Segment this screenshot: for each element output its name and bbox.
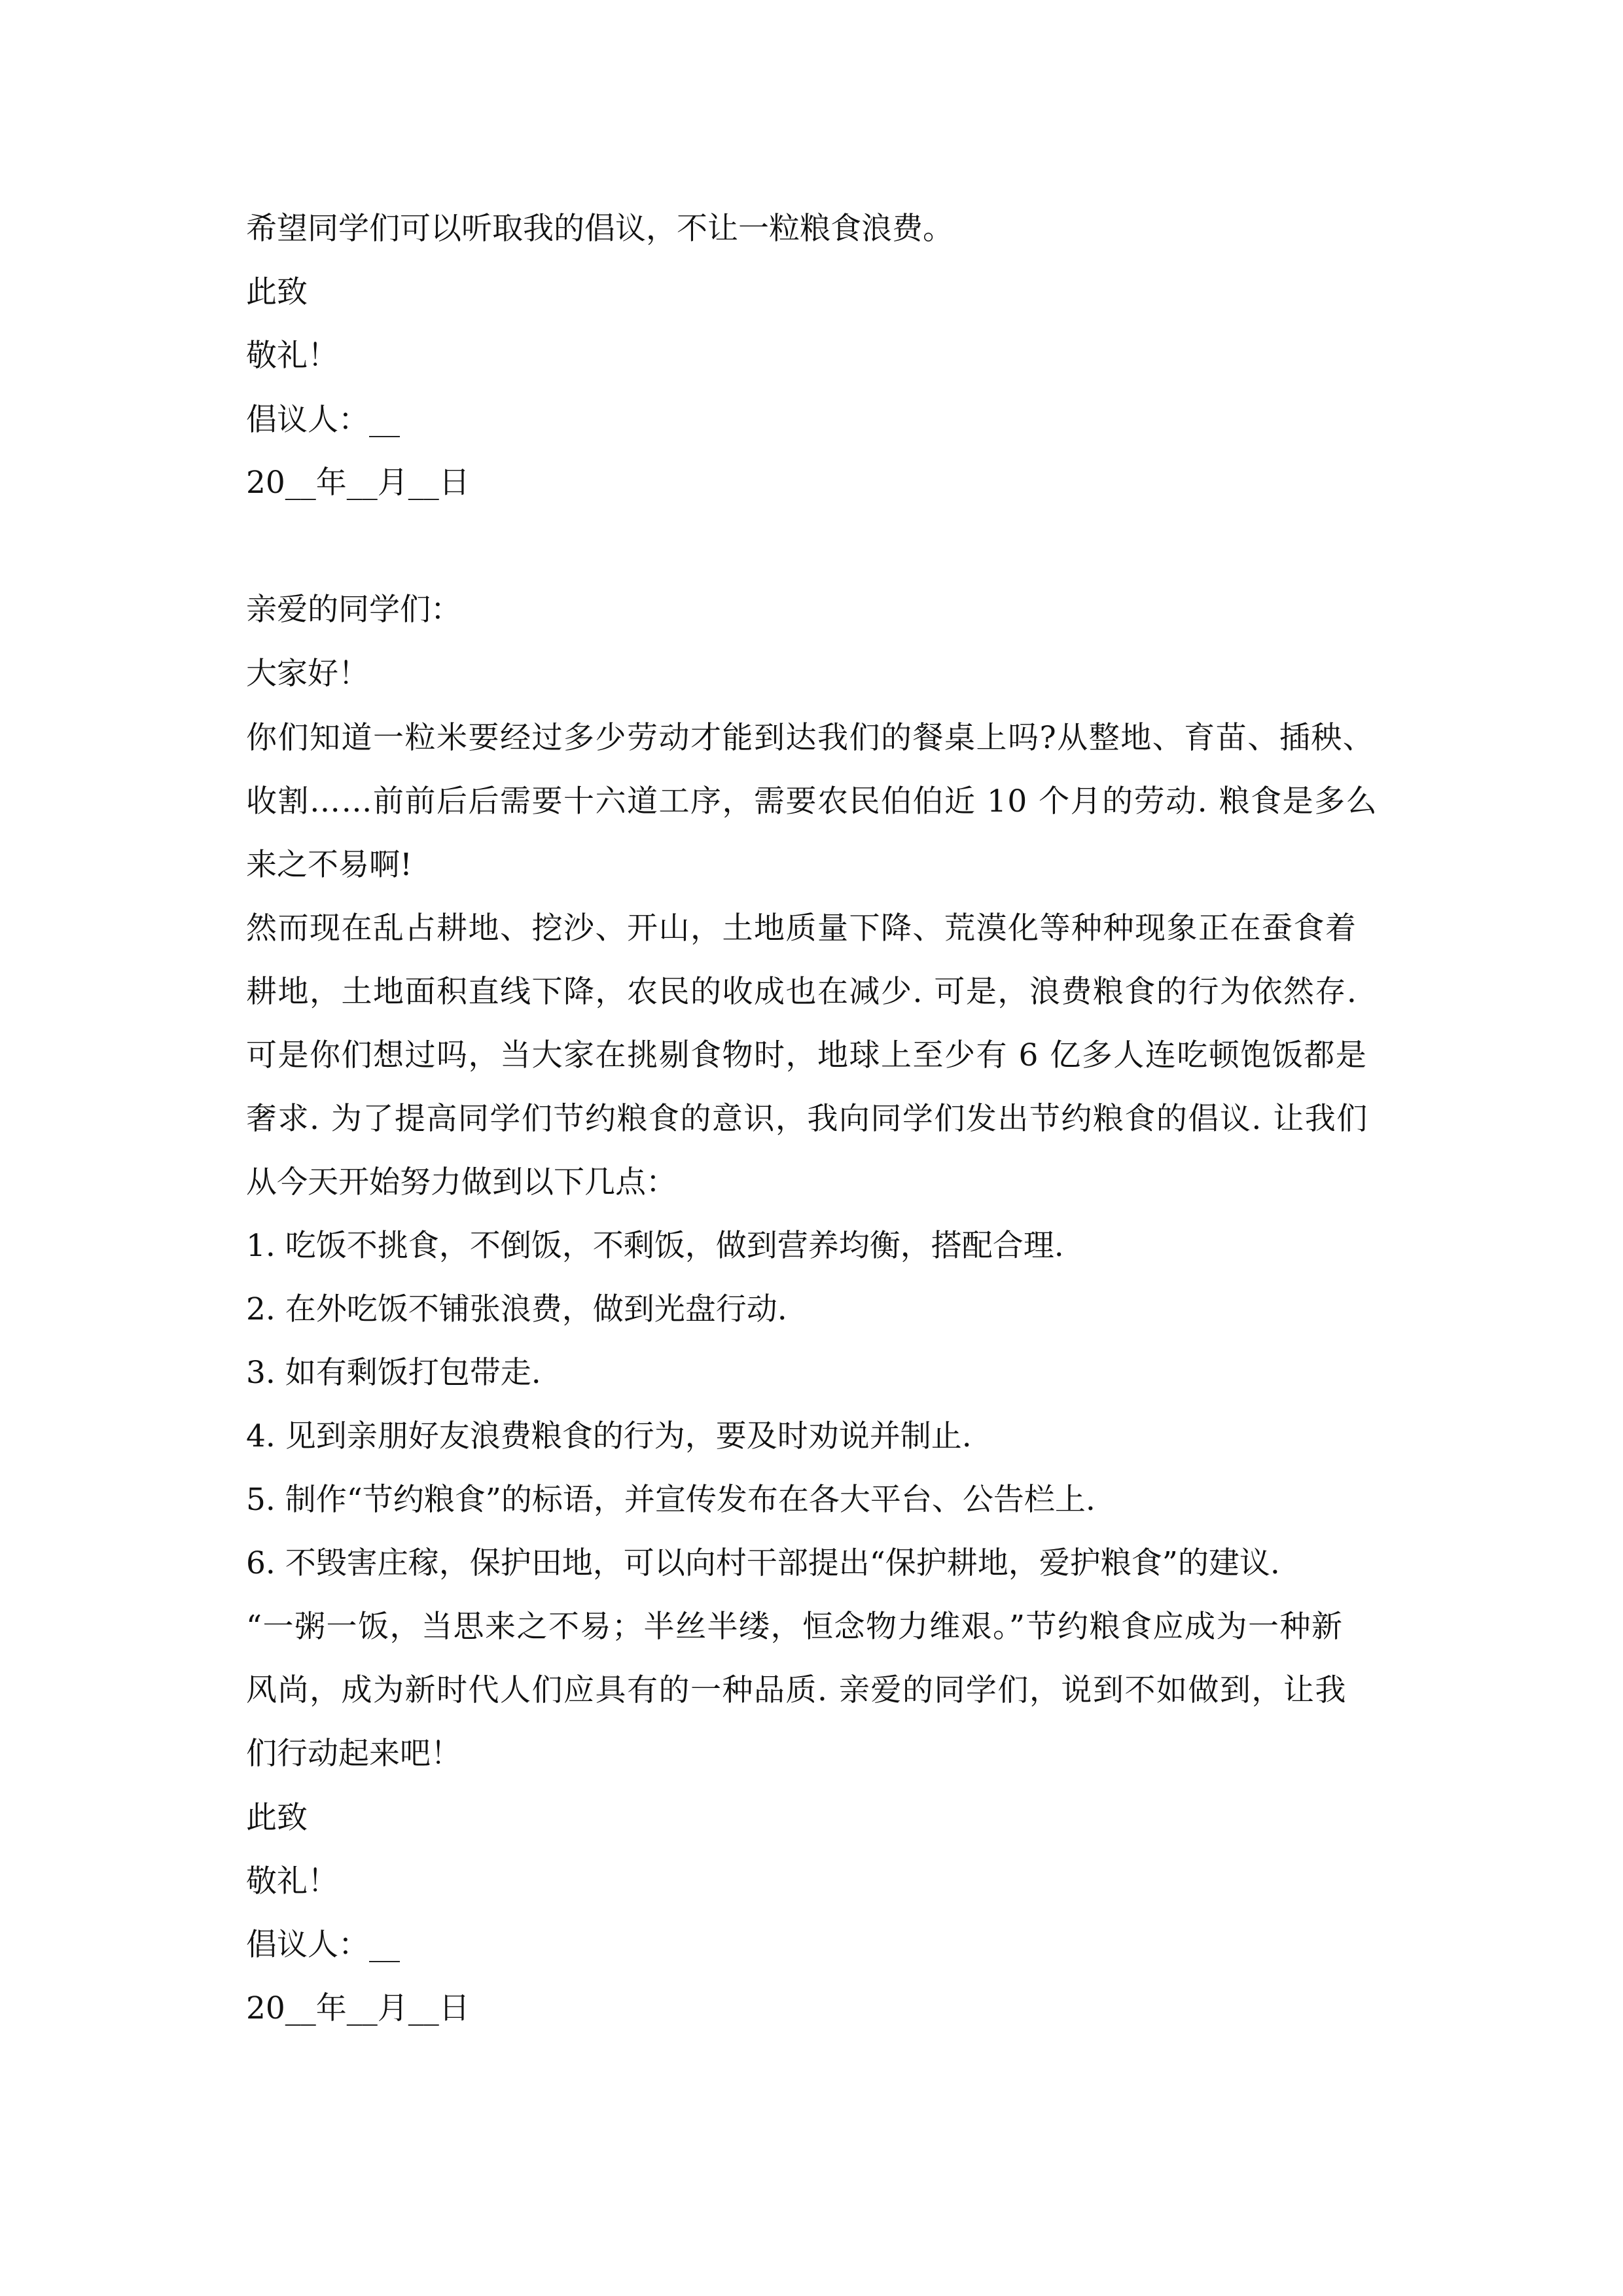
paragraph-line: 风尚，成为新时代人们应具有的一种品质. 亲爱的同学们，说到不如做到，让我: [246, 1672, 1347, 1708]
greeting: 亲爱的同学们：: [246, 592, 461, 628]
paragraph-line: 收割……前前后后需要十六道工序，需要农民伯伯近 10 个月的劳动. 粮食是多么: [246, 783, 1378, 819]
list-item: 3. 如有剩饭打包带走.: [246, 1355, 541, 1391]
proposer-line: 倡议人：__: [246, 402, 400, 438]
list-item: 4. 见到亲朋好友浪费粮食的行为，要及时劝说并制止.: [246, 1418, 972, 1454]
date-line: 20__年__月__日: [246, 465, 470, 501]
paragraph-line: 们行动起来吧！: [246, 1736, 461, 1772]
paragraph-line: 你们知道一粒米要经过多少劳动才能到达我们的餐桌上吗?从整地、育苗、插秧、: [246, 720, 1375, 756]
paragraph-line: “一粥一饭，当思来之不易；半丝半缕，恒念物力维艰。”节约粮食应成为一种新: [246, 1609, 1344, 1645]
closing-ci-zhi: 此致: [246, 274, 308, 310]
closing-jing-li: 敬礼！: [246, 1863, 338, 1899]
closing-ci-zhi: 此致: [246, 1800, 308, 1836]
list-item: 5. 制作“节约粮食”的标语，并宣传发布在各大平台、公告栏上.: [246, 1482, 1096, 1518]
hello: 大家好！: [246, 656, 369, 692]
paragraph-line: 然而现在乱占耕地、挖沙、开山，土地质量下降、荒漠化等种种现象正在蚕食着: [246, 910, 1357, 946]
paragraph-line: 可是你们想过吗，当大家在挑剔食物时，地球上至少有 6 亿多人连吃顿饱饭都是: [246, 1037, 1368, 1073]
wish-line: 希望同学们可以听取我的倡议，不让一粒粮食浪费。: [246, 211, 954, 247]
paragraph-line: 耕地，土地面积直线下降，农民的收成也在减少. 可是，浪费粮食的行为依然存.: [246, 974, 1358, 1010]
date-line: 20__年__月__日: [246, 1990, 470, 2026]
paragraph-line: 来之不易啊!: [246, 847, 412, 883]
paragraph-line: 奢求. 为了提高同学们节约粮食的意识，我向同学们发出节约粮食的倡议. 让我们: [246, 1101, 1368, 1137]
list-item: 1. 吃饭不挑食，不倒饭，不剩饭，做到营养均衡，搭配合理.: [246, 1228, 1064, 1264]
proposer-line: 倡议人：__: [246, 1927, 400, 1963]
paragraph-line: 从今天开始努力做到以下几点：: [246, 1164, 677, 1200]
closing-jing-li: 敬礼！: [246, 338, 338, 374]
list-item: 6. 不毁害庄稼，保护田地，可以向村干部提出“保护耕地，爱护粮食”的建议.: [246, 1545, 1280, 1581]
list-item: 2. 在外吃饭不铺张浪费，做到光盘行动.: [246, 1291, 787, 1327]
